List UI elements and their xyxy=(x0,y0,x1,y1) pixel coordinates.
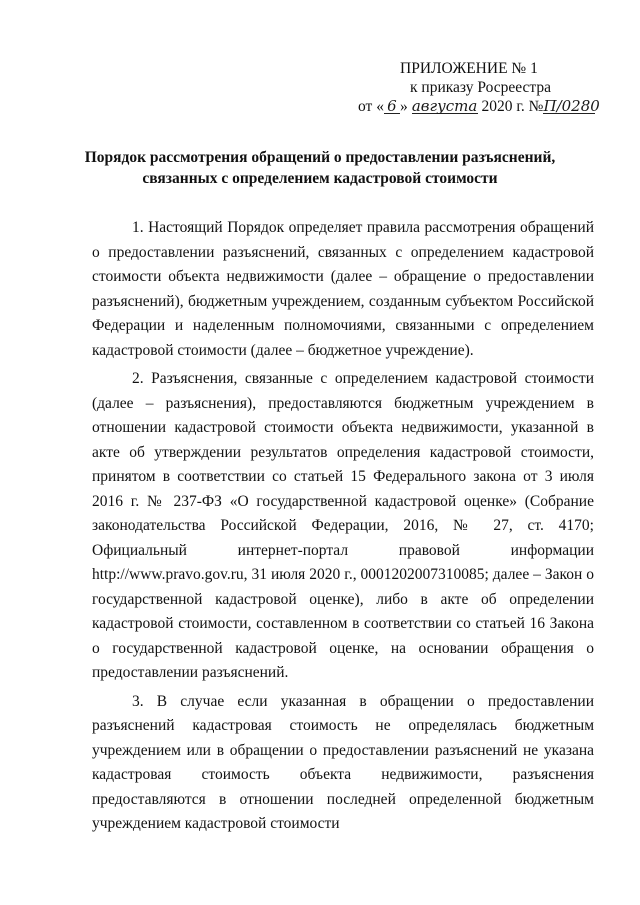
date-month-handwritten: августа xyxy=(411,97,478,115)
document-body xyxy=(92,216,594,841)
title-line-1: Порядок рассмотрения обращений о предоставлении разъяснений, xyxy=(84,149,556,166)
title-line-2: связанных с определением кадастровой стоимости xyxy=(142,170,498,187)
date-mid: » xyxy=(399,98,412,115)
date-year: 2020 г. № xyxy=(477,98,544,115)
order-number-handwritten: П/0280 xyxy=(543,97,600,115)
paragraph-1: 1. Настоящий Порядок определяет правила рассмотрения обращений о предоставлении разъяснений, связанных с определением кадастровой стоимости объекта недвижимости (далее – обращение о предоставлении разъяснений), бюджетным учреждением, созданным субъектом Российской Федерации и наделенным полномочиями, связанными с определением кадастровой стоимости (далее – бюджетное учреждение). xyxy=(92,219,594,359)
paragraph-3: 3. В случае если указанная в обращении о предоставлении разъяснений кадастровая стоимость не определялась бюджетным учреждением или в обращении о предоставлении разъяснений не указана кадастровая стоимость объекта недвижимости, разъяснения предоставляются в отношении последней определенной бюджетным учреждением кадастровой стоимости xyxy=(92,692,594,832)
paragraph-2: 2. Разъяснения, связанные с определением кадастровой стоимости (далее – разъяснения), предоставляются бюджетным учреждением в отношении кадастровой стоимости объекта недвижимости, указанной в акте об утверждении результатов определения кадастровой стоимости, принятом в соответствии со статьей 15 Федерального закона от 3 июля 2016 г. № 237-ФЗ «О государственной кадастровой оценке» (Собрание законодательства Российской Федерации, 2016, № 27, ст. 4170; Официальный интернет-портал правовой информации http://www.pravo.gov.ru, 31 июля 2020 г., 0001202007310085; далее – Закон о государственной кадастровой оценке), либо в акте об определении кадастровой стоимости, составленном в соответствии со статьей 16 Закона о государственной кадастровой оценке, на основании обращения о предоставлении разъяснений. xyxy=(92,370,594,681)
document-title xyxy=(60,147,580,189)
appendix-title: ПРИЛОЖЕНИЕ № 1 xyxy=(400,60,538,77)
appendix-order-line: к приказу Росреестра xyxy=(410,79,551,96)
date-prefix: от « xyxy=(358,98,384,115)
appendix-date-line xyxy=(358,97,600,115)
date-day-handwritten: 6 xyxy=(384,99,400,114)
